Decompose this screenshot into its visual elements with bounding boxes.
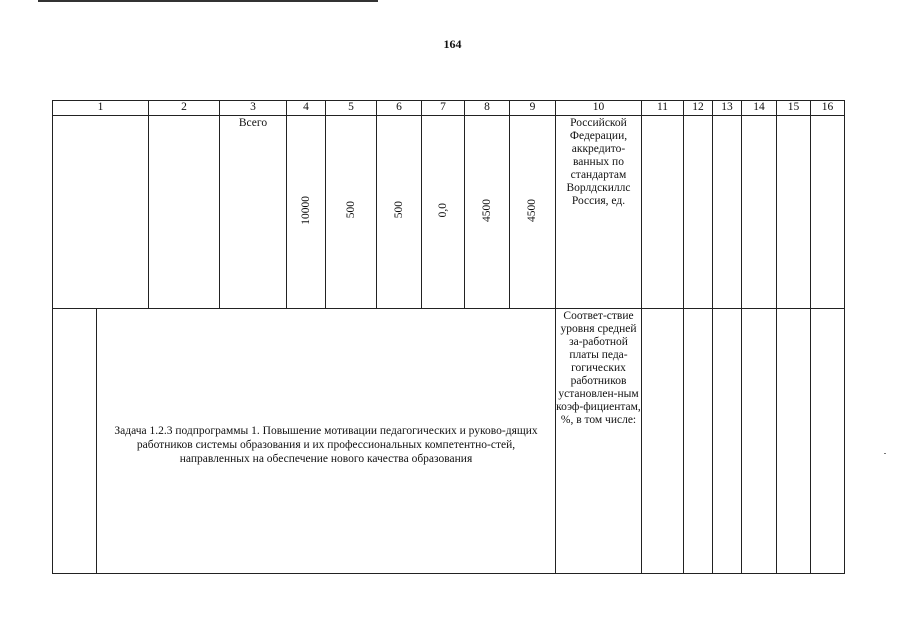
value-col5: 500 xyxy=(344,201,357,219)
page-number: 164 xyxy=(443,37,462,51)
header-cell: 2 xyxy=(149,101,220,116)
header-cell: 4 xyxy=(287,101,326,116)
header-cell: 7 xyxy=(422,101,465,116)
header-cell: 13 xyxy=(713,101,742,116)
table-cell xyxy=(777,116,811,309)
table-cell xyxy=(149,116,220,309)
value-col7: 0,0 xyxy=(436,202,449,218)
header-cell: 14 xyxy=(742,101,777,116)
table-cell xyxy=(777,309,811,574)
table-cell xyxy=(713,116,742,309)
header-row xyxy=(53,101,845,116)
value-col9: 4500 xyxy=(526,198,538,222)
table-cell xyxy=(287,116,326,309)
header-cell: 1 xyxy=(53,101,149,116)
header-cell: 16 xyxy=(811,101,845,116)
table-cell xyxy=(465,116,510,309)
table-cell xyxy=(742,309,777,574)
data-table xyxy=(52,100,845,574)
table-cell xyxy=(377,116,422,309)
header-cell: 11 xyxy=(642,101,684,116)
table-cell xyxy=(326,116,377,309)
table-cell xyxy=(742,116,777,309)
table-cell xyxy=(684,309,713,574)
task-index-cell xyxy=(53,309,97,573)
indicator-text: Соответ-ствие уровня средней за-работной платы педа-гогических работников установлен-ным коэф-фициентам, %, в том числе: xyxy=(556,310,641,426)
table-cell xyxy=(53,116,149,309)
header-cell: 3 xyxy=(220,101,287,116)
value-col8: 4500 xyxy=(480,198,493,222)
table-cell xyxy=(556,309,642,574)
header-cell: 8 xyxy=(465,101,510,116)
task-description: Задача 1.2.3 подпрограммы 1. Повышение мотивации педагогических и руково-дящих работников системы образования и их профессиональных компетентно-стей, направленных на обеспечение нового качества образования xyxy=(114,425,538,465)
scan-speck xyxy=(884,453,886,454)
table-cell xyxy=(684,116,713,309)
table-cell xyxy=(422,116,465,309)
table-cell xyxy=(556,116,642,309)
value-col4: 10000 xyxy=(299,195,312,225)
top-rule xyxy=(38,0,378,2)
header-cell: 6 xyxy=(377,101,422,116)
total-label: Всего xyxy=(238,117,268,129)
task-merged-cell xyxy=(53,309,556,574)
table-cell xyxy=(510,116,556,309)
header-cell: 12 xyxy=(684,101,713,116)
indicator-text: Российской Федерации, аккредито-ванных по стандартам Ворлдскиллс Россия, ед. xyxy=(566,117,631,207)
header-cell: 10 xyxy=(556,101,642,116)
value-col6: 500 xyxy=(392,201,405,219)
table-cell xyxy=(811,309,845,574)
table-cell xyxy=(642,116,684,309)
header-cell: 15 xyxy=(777,101,811,116)
table-row xyxy=(53,309,845,574)
table-cell xyxy=(220,116,287,309)
table-cell xyxy=(713,309,742,574)
table-cell xyxy=(642,309,684,574)
header-cell: 9 xyxy=(510,101,556,116)
table-cell xyxy=(811,116,845,309)
task-cell xyxy=(97,309,555,573)
table-row xyxy=(53,116,845,309)
header-cell: 5 xyxy=(326,101,377,116)
